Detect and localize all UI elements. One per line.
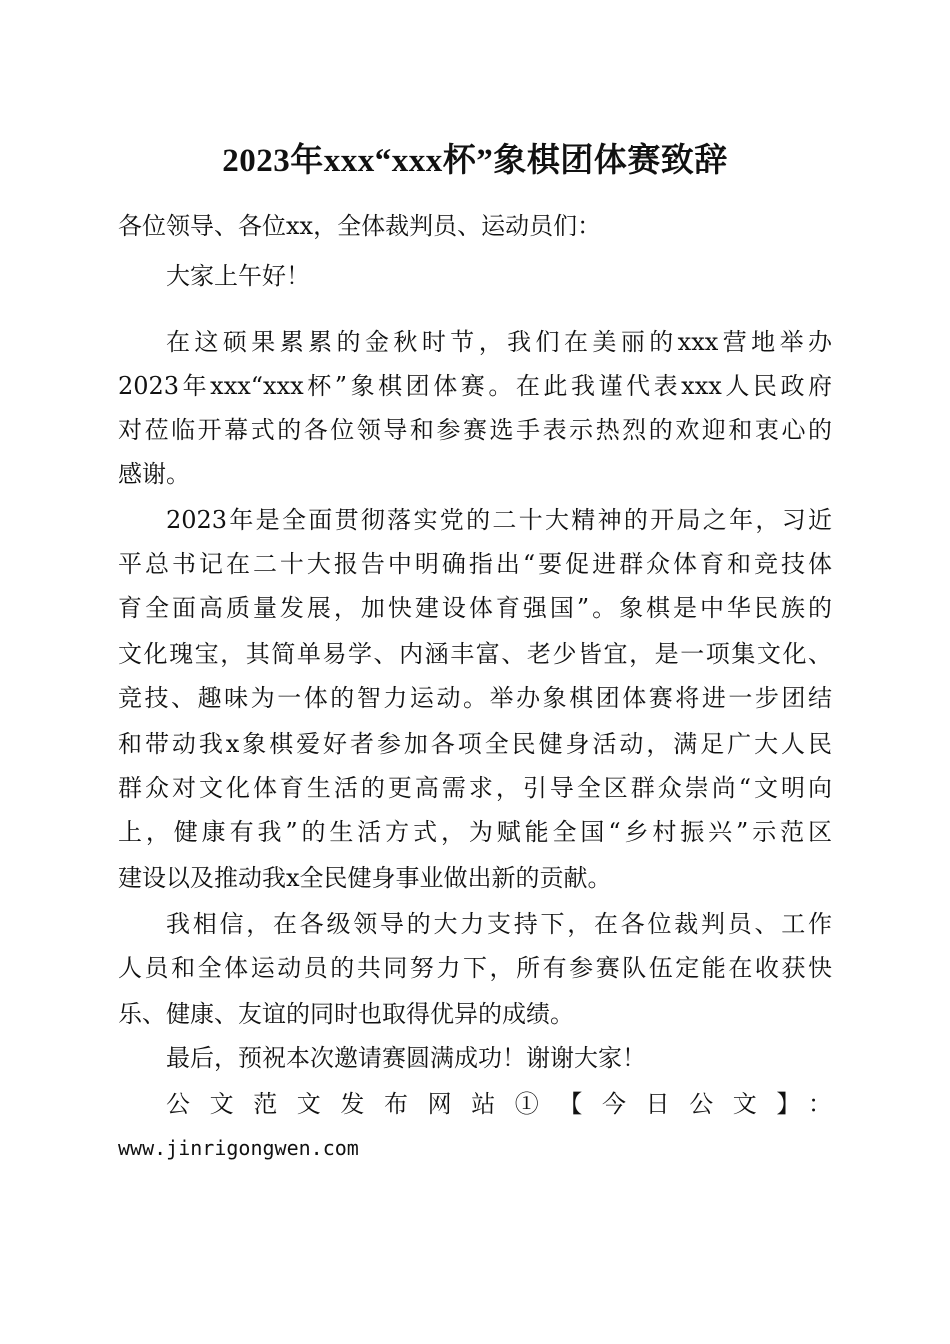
greeting-line: 大家上午好！ xyxy=(166,262,310,290)
paragraph-2-line-9: 建设以及推动我x全民健身事业做出新的贡献。 xyxy=(118,864,612,892)
document-title: 2023年xxx“xxx杯”象棋团体赛致辞 xyxy=(222,143,728,179)
paragraph-2-line-6: 和带动我x象棋爱好者参加各项全民健身活动，满足广大人民 xyxy=(118,730,832,758)
closing-line: 最后，预祝本次邀请赛圆满成功！谢谢大家！ xyxy=(166,1044,646,1072)
paragraph-2-line-7: 群众对文化体育生活的更高需求，引导全区群众崇尚“文明向 xyxy=(118,774,832,802)
paragraph-2-line-8: 上，健康有我”的生活方式，为赋能全国“乡村振兴”示范区 xyxy=(118,818,832,846)
paragraph-2-line-5: 竞技、趣味为一体的智力运动。举办象棋团体赛将进一步团结 xyxy=(118,684,832,712)
paragraph-3-line-3: 乐、健康、友谊的同时也取得优异的成绩。 xyxy=(118,1000,574,1028)
paragraph-1-line-4: 感谢。 xyxy=(118,460,190,488)
paragraph-2-line-3: 育全面高质量发展，加快建设体育强国”。象棋是中华民族的 xyxy=(118,594,832,622)
paragraph-2-line-4: 文化瑰宝，其简单易学、内涵丰富、老少皆宜，是一项集文化、 xyxy=(118,640,832,668)
paragraph-1-line-2: 2023年xxx“xxx杯”象棋团体赛。在此我谨代表xxx人民政府 xyxy=(118,372,832,400)
paragraph-3-line-1: 我相信，在各级领导的大力支持下，在各位裁判员、工作 xyxy=(166,910,832,938)
source-url: www.jinrigongwen.com xyxy=(118,1136,359,1160)
paragraph-2-line-2: 平总书记在二十大报告中明确指出“要促进群众体育和竞技体 xyxy=(118,550,832,578)
salutation-line: 各位领导、各位xx，全体裁判员、运动员们： xyxy=(118,212,602,240)
paragraph-2-line-1: 2023年是全面贯彻落实党的二十大精神的开局之年，习近 xyxy=(166,506,832,534)
paragraph-1-line-3: 对莅临开幕式的各位领导和参赛选手表示热烈的欢迎和衷心的 xyxy=(118,416,832,444)
paragraph-3-line-2: 人员和全体运动员的共同努力下，所有参赛队伍定能在收获快 xyxy=(118,954,832,982)
source-label: 公文范文发布网站①【今日公文】： xyxy=(166,1090,832,1118)
paragraph-1-line-1: 在这硕果累累的金秋时节，我们在美丽的xxx营地举办 xyxy=(166,328,832,356)
